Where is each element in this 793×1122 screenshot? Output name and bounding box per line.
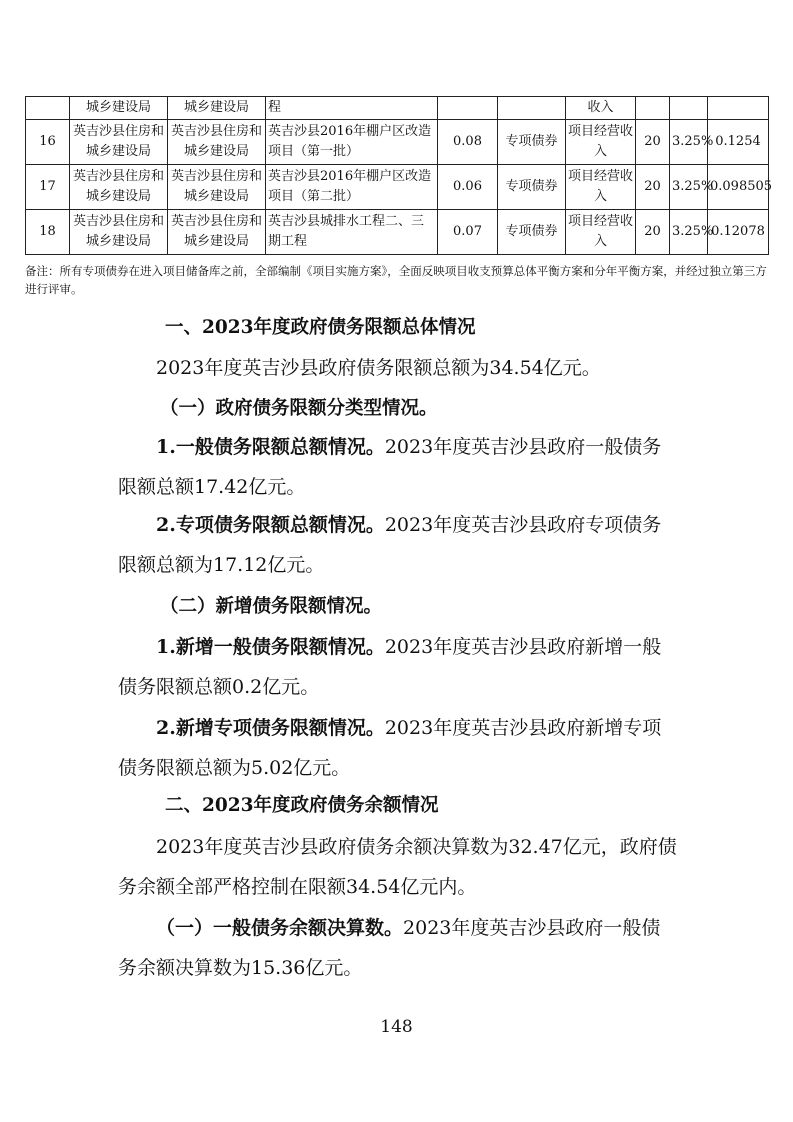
paragraph-lead: 2.专项债务限额总额情况。 [156,514,385,536]
amount-cell [438,97,498,120]
unit-cell: 英吉沙县住房和城乡建设局 [70,210,168,255]
section1-heading: 一、2023年度政府债务限额总体情况 [165,317,476,338]
paragraph-text: 2023年度英吉沙县政府一般债务限额总额17.42亿元。 [118,436,662,498]
sub1-heading: （一）政府债务限额分类型情况。 [160,398,438,419]
term-cell [636,97,670,120]
unit-cell: 城乡建设局 [70,97,168,120]
project-cell: 英吉沙县城排水工程二、三期工程 [266,210,438,255]
source-cell: 项目经营收入 [566,210,636,255]
term-cell: 20 [636,120,670,165]
unit-cell: 城乡建设局 [168,97,266,120]
row-number: 16 [26,120,70,165]
section2-text: 2023年度英吉沙县政府债务余额决算数为32.47亿元，政府债务余额全部严格控制在限额34.54亿元内。 [118,836,677,898]
type-cell: 专项债券 [498,165,566,210]
amount-cell: 0.06 [438,165,498,210]
amount-cell: 0.08 [438,120,498,165]
rate-cell [670,97,708,120]
paragraph-text: 2023年度英吉沙县政府新增一般债务限额总额0.2亿元。 [118,636,662,698]
row-number: 17 [26,165,70,210]
table-row [26,97,769,120]
unit-cell: 英吉沙县住房和城乡建设局 [168,165,266,210]
sub2-heading: （二）新增债务限额情况。 [160,596,383,617]
project-cell: 程 [266,97,438,120]
row-number [26,97,70,120]
interest-cell: 0.1254 [708,120,769,165]
page-number: 148 [380,1017,413,1037]
table-row [26,210,769,255]
section1-text: 2023年度英吉沙县政府债务限额总额为34.54亿元。 [156,357,601,379]
row-number: 18 [26,210,70,255]
interest-cell: 0.12078 [708,210,769,255]
debt-project-table [25,96,773,255]
table-note: 备注：所有专项债券在进入项目储备库之前，全部编制《项目实施方案》，全面反映项目收支预算总体平衡方案和分年平衡方案，并经过独立第三方进行评审。 [25,264,767,296]
rate-cell: 3.25% [670,210,708,255]
amount-cell: 0.07 [438,210,498,255]
paragraph-new-special-limit [118,708,678,788]
paragraph-new-general-limit [118,627,678,707]
unit-cell: 英吉沙县住房和城乡建设局 [70,165,168,210]
paragraph-text: 2023年度英吉沙县政府专项债务限额总额为17.12亿元。 [118,514,662,576]
term-cell: 20 [636,165,670,210]
term-cell: 20 [636,210,670,255]
unit-cell: 英吉沙县住房和城乡建设局 [168,210,266,255]
source-cell: 项目经营收入 [566,165,636,210]
section2-heading: 二、2023年度政府债务余额情况 [165,795,439,816]
paragraph-lead: 1.一般债务限额总额情况。 [156,436,385,458]
type-cell: 专项债券 [498,210,566,255]
paragraph-lead: 1.新增一般债务限额情况。 [156,636,385,658]
interest-cell [708,97,769,120]
table-row [26,165,769,210]
paragraph-general-limit [118,427,678,507]
rate-cell: 3.25% [670,165,708,210]
paragraph-general-balance [118,908,678,988]
unit-cell: 英吉沙县住房和城乡建设局 [168,120,266,165]
paragraph-text: 2023年度英吉沙县政府新增专项债务限额总额为5.02亿元。 [118,717,662,779]
source-cell: 收入 [566,97,636,120]
interest-cell: 0.098505 [708,165,769,210]
table-row [26,120,769,165]
paragraph-special-limit [118,505,678,585]
project-cell: 英吉沙县2016年棚户区改造项目（第一批） [266,120,438,165]
unit-cell: 英吉沙县住房和城乡建设局 [70,120,168,165]
paragraph-lead: 2.新增专项债务限额情况。 [156,717,385,739]
source-cell: 项目经营收入 [566,120,636,165]
project-cell: 英吉沙县2016年棚户区改造项目（第二批） [266,165,438,210]
type-cell [498,97,566,120]
paragraph-text: 2023年度英吉沙县政府一般债务余额决算数为15.36亿元。 [118,917,661,979]
type-cell: 专项债券 [498,120,566,165]
paragraph-lead: （一）一般债务余额决算数。 [156,917,404,939]
rate-cell: 3.25% [670,120,708,165]
